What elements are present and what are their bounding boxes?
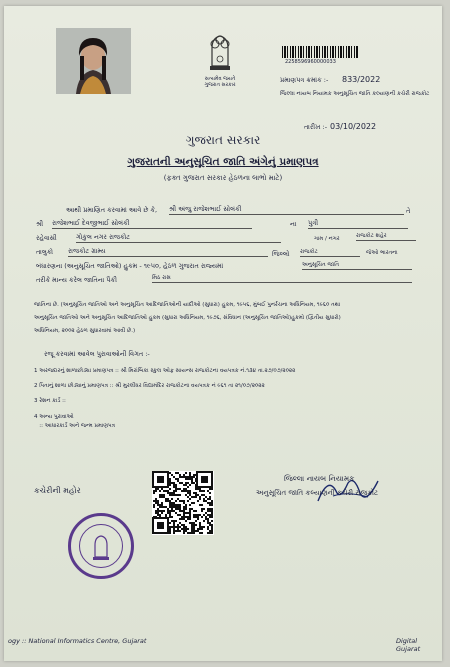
certificate-subtitle: (ફક્ત ગુજરાત સરકાર હેઠળના લાભો માટે) (163, 174, 283, 182)
seal-emblem-icon (79, 524, 123, 568)
serial-number: 2258596960000033 (285, 59, 336, 65)
caste-category: અનુસૂચિત જાતિ (302, 262, 412, 270)
taluka-label: તાલુકો (36, 248, 54, 256)
father-prefix: શ્રી (36, 220, 44, 228)
qr-code-icon (152, 471, 214, 535)
recognised-text: તરીકે માન્ય કરેલ જાતિના પૈકી (36, 276, 117, 284)
certificate-number-label: પ્રમાણપત્ર ક્રમાંક :- (280, 76, 329, 84)
legal-paragraph-line: અનુસૂચિત જાતિઓ અને અનુસૂચિત આદિજાતિઓ હુકમ (સુધારા અધિનિયમ, ૧૯૭૬, સંવિધાન (અનુસૂચિત જાતિઓ)હુકમો (દ્વિતીય સુધારો) (34, 315, 341, 321)
certificate-title: ગુજરાતની અનુસૂચિત જાતિ અંગેનું પ્રમાણપત્ર (127, 156, 319, 168)
certify-text: આથી પ્રમાણિત કરવામાં આવે છે કે, (66, 206, 158, 214)
evidence-heading: રજૂ કરવામાં આવેલ પુરાવાઓની વિગત :- (44, 350, 150, 358)
evidence-item: 2 પિતાનું શાળા છોડ્યાનું પ્રમાણપત્ર :: શ્રી મુરલીધર વિદ્યામંદિર રાજકોટના વયપત્રક નં ૯૬૧ તા ૨૧/૦૭/૨૦૨૨ (34, 383, 265, 389)
legal-paragraph (34, 299, 434, 338)
address: ગોકુલ નગર રાજકોટ (76, 233, 281, 243)
evidence-item: 3 રેશન કાર્ડ :: (34, 398, 66, 404)
signatory-title: જિલ્લા નાયબ નિયામક (284, 474, 355, 483)
constitution-order-text: બંધારણના (અનુસૂચિત જાતિઓ) હુકમ - ૧૯૫૦, હેઠળ ગુજરાત રાજ્યમાં (36, 262, 224, 270)
footer-credit: ogy :: National Informatics Centre, Gujarat (8, 637, 147, 645)
taluka: રાજકોટ ગ્રામ્ય (68, 247, 268, 257)
village-label: ગામ / નગર (314, 236, 340, 242)
evidence-item: 4 અન્ય પુરાવાઓ :: આધારકાર્ડ અને જન્મ પ્રમાણપત્ર (34, 414, 115, 429)
caste-name: મિઠ રાસ (152, 275, 412, 283)
issuing-office: જિલ્લા નાયબ નિયામક અનુસૂચિત જાતિ કલ્યાણની કચેરી રાજકોટ (280, 91, 430, 97)
government-heading: ગુજરાત સરકાર (185, 133, 261, 147)
applicant-name: શ્રી અંજુ રાજેશભાઈ સોલંકી (169, 205, 404, 215)
barcode (282, 46, 358, 58)
line1-suffix: તે (406, 207, 411, 215)
father-name: રાજેશભાઈ દેવજીભાઈ સોલંકી (52, 219, 252, 229)
applicant-photo-image (56, 28, 131, 94)
certificate-page (4, 6, 442, 661)
evidence-list (34, 368, 434, 431)
signatory-office: અનુસૂચિત જાતિ કલ્યાણની કચેરી રાજકોટ (256, 489, 379, 497)
office-seal (68, 513, 134, 579)
national-emblem-icon (198, 26, 242, 76)
issue-date: 03/10/2022 (330, 122, 377, 131)
office-seal-label: કચેરીની મહોર (34, 486, 81, 495)
legal-paragraph-line: જાતિના છે. (અનુસૂચિત જાતિઓ અને અનુસૂચિત આદિજાતિઓની યાદીઓ (સુધારા) હુકમ, ૧૯૫૬, મુંબઈ પુનર્રચના અધિનિયમ, ૧૯૬૦ તથા (34, 302, 341, 308)
emblem-caption: સત્યમેવ જયતે ગુજરાત સરકાર (204, 76, 236, 88)
legal-paragraph-line: અધિનિયમ, ૨૦૦૨ હેઠળ સુધારવામાં આવી છે.) (34, 328, 136, 334)
footer-brand: Digital Gujarat (396, 637, 421, 653)
resident-label: રહેવાસી (36, 234, 57, 242)
village: રાજકોટ શહેર (356, 233, 416, 241)
applicant-photo (56, 28, 131, 94)
date-label: તારીખ :- (304, 123, 328, 131)
state-text: જેઓ ભારતના (366, 250, 398, 256)
evidence-item: 1 અરજદારનું શાળાછોડ્યા પ્રમાણપત્ર :: શ્રી મિરાંબિકા સ્કુલ ઓફ સાયન્સ રાજકોટના વયપત્રક નં.૧૩૪ તા.૨૭/૦૭/૨૦૨૨ (34, 368, 296, 374)
relation-label: ના (290, 220, 297, 228)
district: રાજકોટ (300, 249, 360, 257)
relation: પુત્રી (308, 219, 408, 229)
district-label: જિલ્લો (272, 250, 290, 258)
certificate-number: 833/2022 (342, 75, 381, 84)
